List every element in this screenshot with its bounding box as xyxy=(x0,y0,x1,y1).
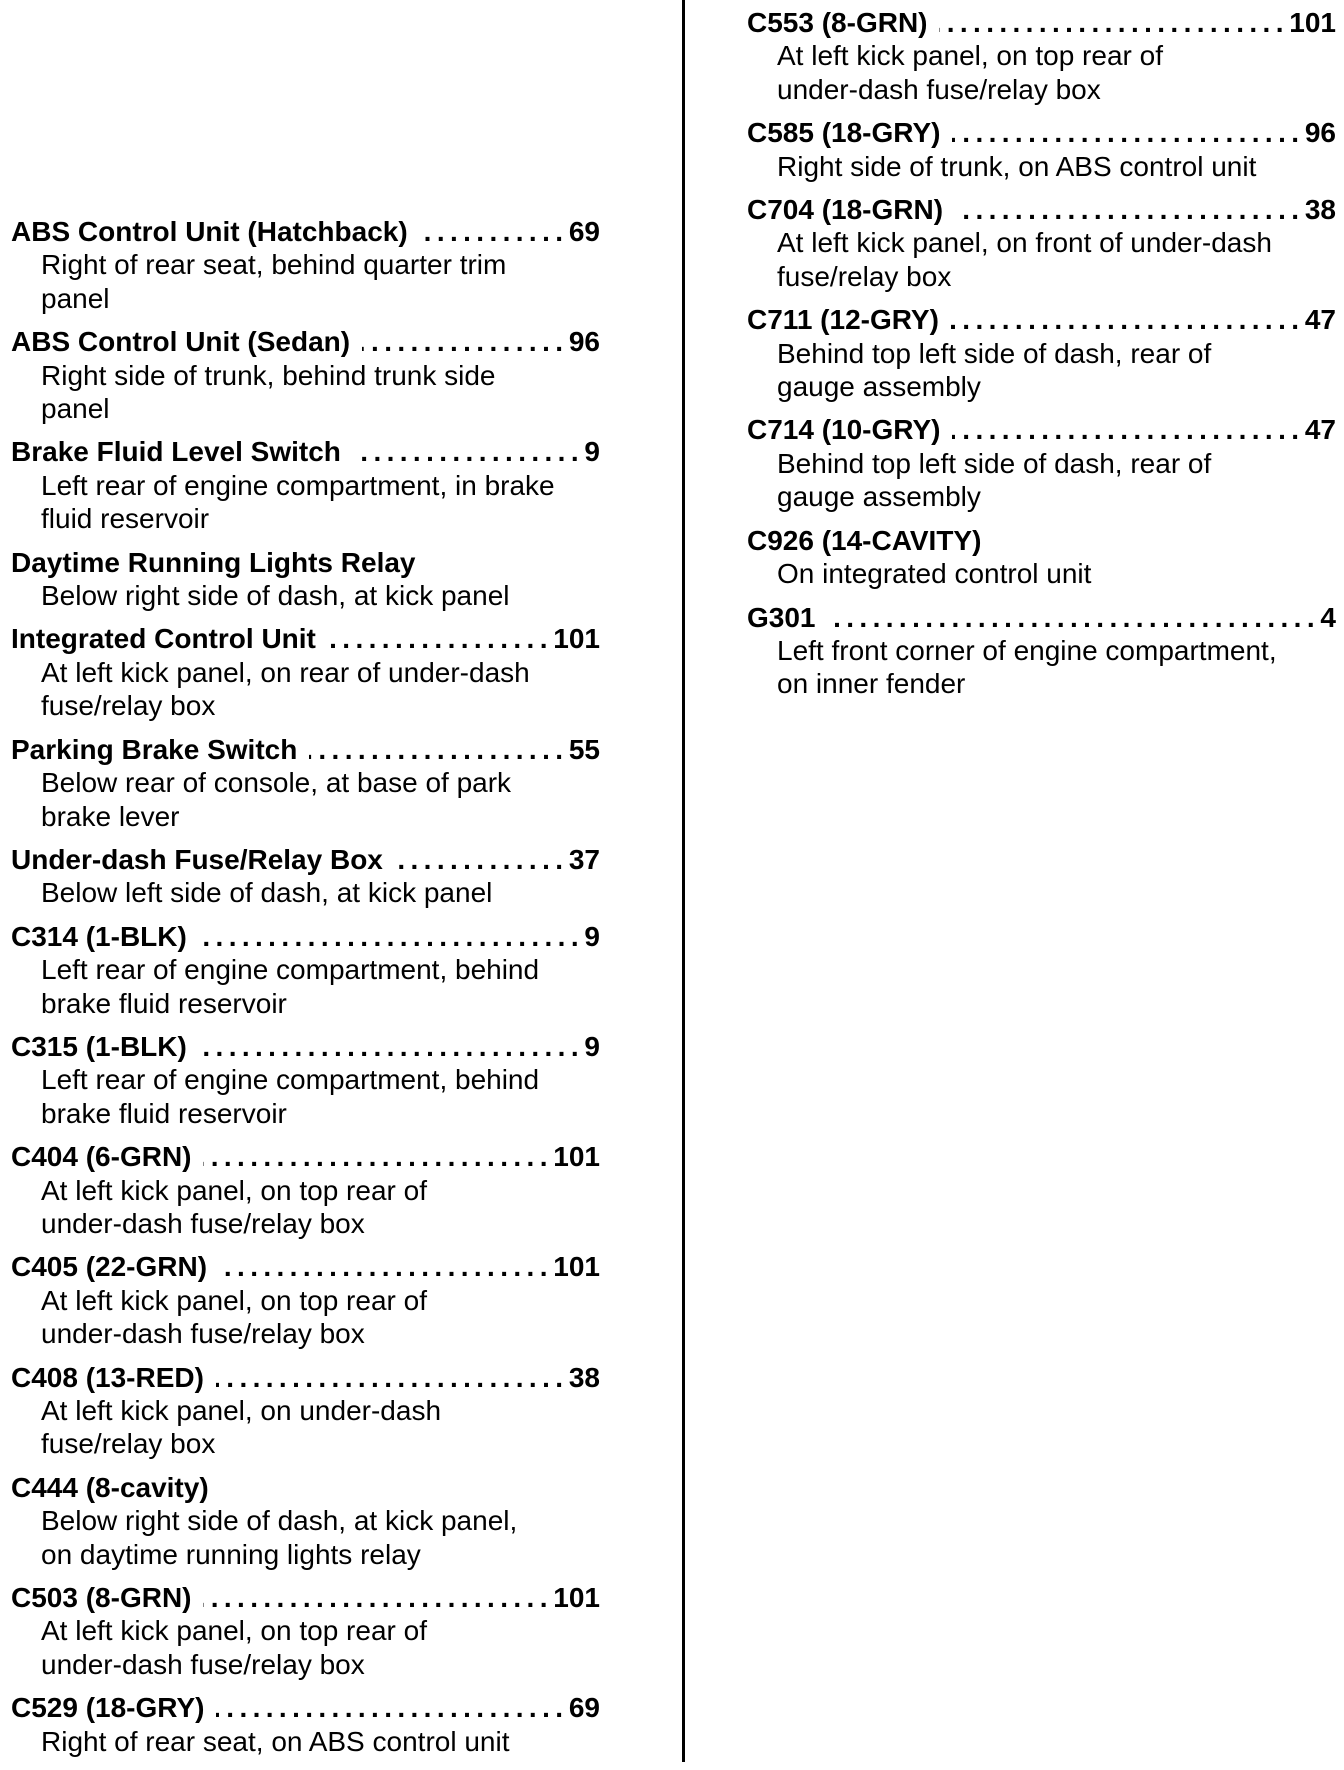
location-description xyxy=(11,1504,600,1571)
location-description xyxy=(11,876,600,909)
locator-entry xyxy=(747,601,1336,701)
dot-leader xyxy=(395,843,562,876)
description-line: gauge assembly xyxy=(777,481,981,513)
description-line: Left front corner of engine compartment, xyxy=(777,634,1277,666)
locator-entry xyxy=(11,733,600,833)
page-number: 38 xyxy=(568,1361,600,1393)
dot-leader xyxy=(939,6,1282,39)
page-number: 37 xyxy=(568,843,600,875)
description-line: At left kick panel, on under-dash xyxy=(41,1395,442,1426)
entry-heading xyxy=(11,622,600,655)
page-number: 101 xyxy=(553,1582,600,1614)
locator-entry xyxy=(11,215,600,315)
page-number: 69 xyxy=(568,1692,600,1724)
description-line: At left kick panel, on front of under-dash xyxy=(777,227,1272,259)
entry-heading xyxy=(11,920,600,953)
entry-heading xyxy=(747,413,1336,446)
component-name: Daytime Running Lights Relay xyxy=(11,546,416,578)
component-name: C408 (13-RED) xyxy=(11,1361,204,1393)
component-name: C926 (14-CAVITY) xyxy=(747,524,982,556)
right-column xyxy=(747,6,1336,711)
page-number: 96 xyxy=(568,326,600,358)
description-line: Behind top left side of dash, rear of xyxy=(777,337,1212,369)
description-line: At left kick panel, on top rear of xyxy=(41,1615,427,1647)
description-line: At left kick panel, on top rear of xyxy=(41,1284,427,1316)
entry-heading xyxy=(747,193,1336,226)
entry-heading xyxy=(11,1691,600,1724)
description-line: brake lever xyxy=(41,800,180,832)
description-line: gauge assembly xyxy=(777,371,981,403)
left-column xyxy=(11,215,600,1768)
description-line: under-dash fuse/relay box xyxy=(41,1318,365,1350)
location-description xyxy=(11,1174,600,1241)
page-number: 47 xyxy=(1304,304,1336,336)
page-number: 101 xyxy=(553,623,600,655)
dot-leader xyxy=(219,1250,546,1283)
page-number: 47 xyxy=(1304,414,1336,446)
dot-leader xyxy=(353,435,578,468)
dot-leader xyxy=(828,601,1314,634)
description-line: Behind top left side of dash, rear of xyxy=(777,447,1212,479)
component-name: C444 (8-cavity) xyxy=(11,1471,209,1503)
entry-heading xyxy=(11,1471,600,1504)
dot-leader xyxy=(955,193,1298,226)
description-line: At left kick panel, on rear of under-dash xyxy=(41,656,530,688)
location-description xyxy=(11,1614,600,1681)
component-name: C704 (18-GRN) xyxy=(747,194,944,226)
location-description xyxy=(11,953,600,1020)
entry-heading xyxy=(747,6,1336,39)
entry-heading xyxy=(747,524,1336,557)
locator-entry xyxy=(11,1140,600,1240)
locator-entry xyxy=(11,435,600,535)
component-name: ABS Control Unit (Hatchback) xyxy=(11,216,408,247)
location-description xyxy=(747,226,1336,293)
description-line: Below left side of dash, at kick panel xyxy=(41,877,493,909)
location-description xyxy=(747,557,1336,590)
locator-entry xyxy=(747,116,1336,183)
entry-heading xyxy=(747,601,1336,634)
dot-leader xyxy=(199,920,578,953)
entry-heading xyxy=(11,215,600,248)
dot-leader xyxy=(309,733,562,766)
description-line: Below right side of dash, at kick panel, xyxy=(41,1505,518,1537)
dot-leader xyxy=(951,303,1298,336)
description-line: panel xyxy=(41,393,110,425)
locator-entry xyxy=(11,1691,600,1758)
entry-heading xyxy=(747,303,1336,336)
page-number: 69 xyxy=(568,216,600,247)
dot-leader xyxy=(216,1361,562,1394)
locator-entry xyxy=(11,325,600,425)
dot-leader xyxy=(203,1140,546,1173)
locator-entry xyxy=(747,413,1336,513)
location-description xyxy=(11,1725,600,1758)
dot-leader xyxy=(420,215,562,248)
location-description xyxy=(11,1394,600,1461)
location-description xyxy=(747,337,1336,404)
entry-heading xyxy=(11,546,600,579)
component-name: Parking Brake Switch xyxy=(11,733,298,765)
description-line: Left rear of engine compartment, behind xyxy=(41,954,540,986)
location-description xyxy=(11,469,600,536)
locator-entry xyxy=(11,843,600,910)
dot-leader xyxy=(328,622,546,655)
locator-entry xyxy=(747,303,1336,403)
description-line: on inner fender xyxy=(777,668,966,700)
component-name: ABS Control Unit (Sedan) xyxy=(11,326,351,358)
page-number: 9 xyxy=(584,920,600,952)
location-description xyxy=(11,359,600,426)
locator-entry xyxy=(11,1581,600,1681)
entry-heading xyxy=(11,1361,600,1394)
column-divider xyxy=(682,0,685,1762)
locator-entry xyxy=(11,546,600,613)
locator-entry xyxy=(11,1030,600,1130)
locator-entry xyxy=(747,6,1336,106)
component-name: C404 (6-GRN) xyxy=(11,1141,192,1173)
component-name: C314 (1-BLK) xyxy=(11,920,187,952)
description-line: Left rear of engine compartment, in brake xyxy=(41,469,555,501)
description-line: Below right side of dash, at kick panel xyxy=(41,580,510,612)
entry-heading xyxy=(11,1250,600,1283)
entry-heading xyxy=(747,116,1336,149)
component-name: Under-dash Fuse/Relay Box xyxy=(11,843,383,875)
location-description xyxy=(747,447,1336,514)
dot-leader xyxy=(952,116,1297,149)
location-description xyxy=(11,766,600,833)
location-description xyxy=(747,634,1336,701)
description-line: Right of rear seat, behind quarter trim xyxy=(41,249,507,281)
description-line: on daytime running lights relay xyxy=(41,1538,421,1570)
description-line: fuse/relay box xyxy=(41,1428,216,1460)
description-line: panel xyxy=(41,282,110,314)
description-line: On integrated control unit xyxy=(777,558,1092,590)
dot-leader xyxy=(216,1691,561,1724)
component-name: C503 (8-GRN) xyxy=(11,1582,192,1614)
description-line: fuse/relay box xyxy=(777,260,952,292)
entry-heading xyxy=(11,1140,600,1173)
component-name: C315 (1-BLK) xyxy=(11,1030,187,1062)
entry-heading xyxy=(11,843,600,876)
locator-entry xyxy=(11,920,600,1020)
description-line: At left kick panel, on top rear of xyxy=(777,40,1163,72)
entry-heading xyxy=(11,1030,600,1063)
description-line: At left kick panel, on top rear of xyxy=(41,1174,427,1206)
description-line: fuse/relay box xyxy=(41,690,216,722)
description-line: fluid reservoir xyxy=(41,503,210,535)
description-line: Right of rear seat, on ABS control unit xyxy=(41,1725,510,1757)
component-name: C714 (10-GRY) xyxy=(747,414,941,446)
page-number: 38 xyxy=(1304,194,1336,226)
dot-leader xyxy=(952,413,1297,446)
location-description xyxy=(11,1284,600,1351)
page-number: 101 xyxy=(1289,7,1336,38)
locator-entry xyxy=(11,1471,600,1571)
page-number: 96 xyxy=(1304,117,1336,149)
description-line: Right side of trunk, behind trunk side xyxy=(41,359,496,391)
description-line: brake fluid reservoir xyxy=(41,987,287,1019)
locator-entry xyxy=(747,524,1336,591)
entry-heading xyxy=(11,325,600,358)
description-line: brake fluid reservoir xyxy=(41,1097,287,1129)
page-number: 9 xyxy=(584,1030,600,1062)
locator-entry xyxy=(11,622,600,722)
entry-heading xyxy=(11,1581,600,1614)
component-name: Integrated Control Unit xyxy=(11,623,316,655)
description-line: under-dash fuse/relay box xyxy=(41,1207,365,1239)
component-name: C529 (18-GRY) xyxy=(11,1692,205,1724)
page-number: 101 xyxy=(553,1141,600,1173)
component-name: C711 (12-GRY) xyxy=(747,304,939,336)
description-line: Below rear of console, at base of park xyxy=(41,767,512,799)
component-name: G301 xyxy=(747,601,816,633)
locator-entry xyxy=(11,1361,600,1461)
dot-leader xyxy=(362,325,562,358)
component-name: C553 (8-GRN) xyxy=(747,7,928,38)
location-description xyxy=(11,248,600,315)
location-description xyxy=(11,1063,600,1130)
dot-leader xyxy=(203,1581,546,1614)
component-name: C405 (22-GRN) xyxy=(11,1251,208,1283)
location-description xyxy=(11,579,600,612)
page-number: 9 xyxy=(584,436,600,468)
component-name: Brake Fluid Level Switch xyxy=(11,436,341,468)
page-number: 101 xyxy=(553,1251,600,1283)
page-number: 55 xyxy=(568,733,600,765)
component-name: C585 (18-GRY) xyxy=(747,117,941,149)
description-line: Right side of trunk, on ABS control unit xyxy=(777,150,1257,182)
location-description xyxy=(747,150,1336,183)
location-description xyxy=(11,656,600,723)
locator-entry xyxy=(11,1250,600,1350)
description-line: Left rear of engine compartment, behind xyxy=(41,1064,540,1096)
entry-heading xyxy=(11,435,600,468)
dot-leader xyxy=(199,1030,578,1063)
location-description xyxy=(747,39,1336,106)
page-number: 4 xyxy=(1320,601,1336,633)
description-line: under-dash fuse/relay box xyxy=(41,1648,365,1680)
entry-heading xyxy=(11,733,600,766)
description-line: under-dash fuse/relay box xyxy=(777,73,1101,105)
locator-entry xyxy=(747,193,1336,293)
